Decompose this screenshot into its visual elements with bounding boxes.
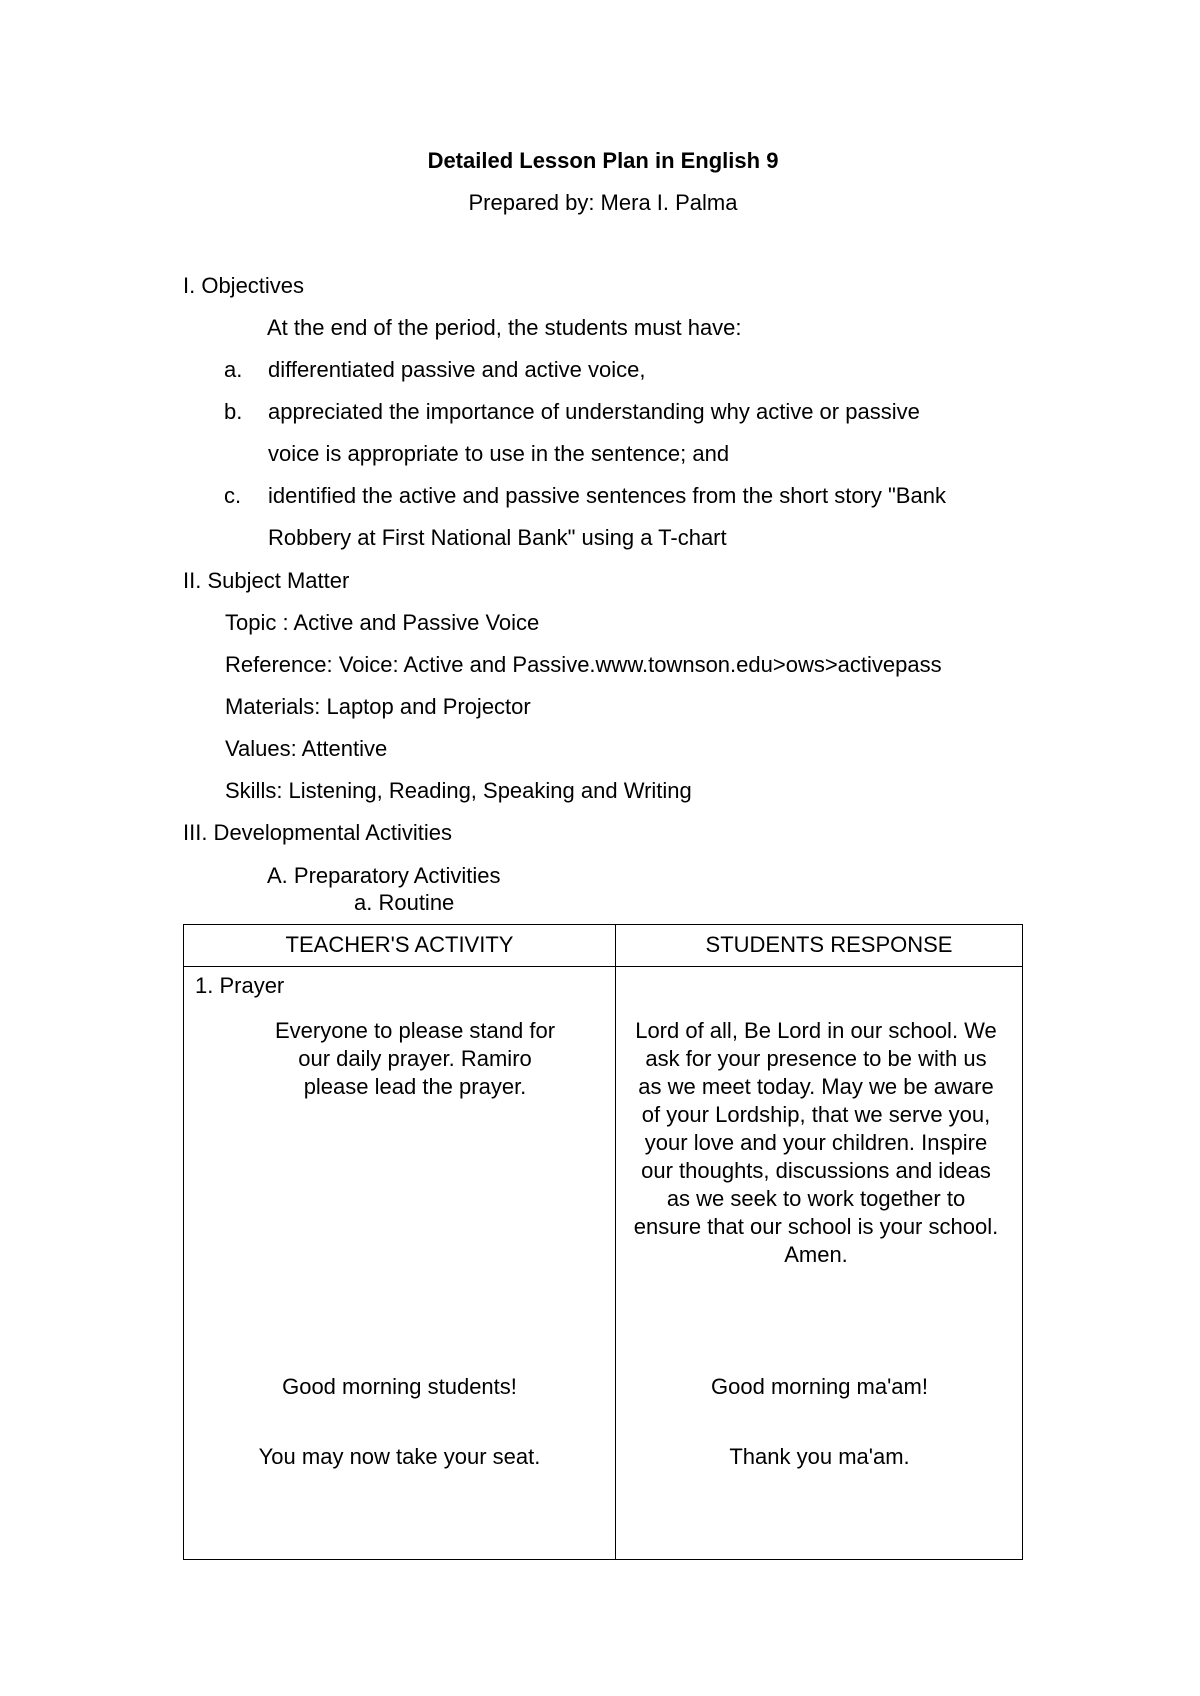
objectives-heading: I. Objectives <box>183 273 305 298</box>
subject-reference: Reference: Voice: Active and Passive.www.townson.edu>ows>activepass <box>225 652 942 677</box>
activity-table <box>183 924 1023 1560</box>
objective-a-line-1: differentiated passive and active voice, <box>268 357 646 382</box>
author-line: Prepared by: Mera I. Palma <box>468 190 738 215</box>
objective-b-line-2: voice is appropriate to use in the sentence; and <box>268 441 730 466</box>
subject-matter-heading: II. Subject Matter <box>183 568 350 593</box>
prayer-label: 1. Prayer <box>195 973 285 998</box>
objective-c-line-2: Robbery at First National Bank" using a T-chart <box>268 525 727 550</box>
objective-marker-b: b. <box>224 399 243 424</box>
objective-marker-c: c. <box>224 483 242 508</box>
page-title: Detailed Lesson Plan in English 9 <box>427 148 779 173</box>
student-thanks: Thank you ma'am. <box>729 1444 910 1469</box>
student-prayer-text: Lord of all, Be Lord in our school. We ask for your presence to be with us as we meet today. May we be aware of your Lordship, that we serve you, your love and your children. Inspire our thoughts, discussions and ideas as we seek to work together to ensure that our school is your school. Amen. <box>633 1018 999 1267</box>
header-student: STUDENTS RESPONSE <box>705 932 953 957</box>
subject-values: Values: Attentive <box>225 736 388 761</box>
teacher-seat-instruction: You may now take your seat. <box>258 1444 541 1469</box>
objective-b-line-1: appreciated the importance of understanding why active or passive <box>268 399 920 424</box>
header-divider <box>184 966 1022 967</box>
developmental-heading: III. Developmental Activities <box>183 820 453 845</box>
subject-topic: Topic : Active and Passive Voice <box>225 610 540 635</box>
preparatory-heading: A. Preparatory Activities <box>267 863 501 888</box>
routine-heading: a. Routine <box>354 890 455 915</box>
subject-materials: Materials: Laptop and Projector <box>225 694 531 719</box>
teacher-prayer-instruction: Everyone to please stand for our daily prayer. Ramiro please lead the prayer. <box>274 1018 556 1099</box>
objectives-intro: At the end of the period, the students must have: <box>267 315 742 340</box>
teacher-greeting: Good morning students! <box>282 1374 517 1399</box>
objective-c-line-1: identified the active and passive sentences from the short story "Bank <box>268 483 946 508</box>
subject-skills: Skills: Listening, Reading, Speaking and Writing <box>225 778 692 803</box>
objective-marker-a: a. <box>224 357 243 382</box>
student-greeting: Good morning ma'am! <box>711 1374 928 1399</box>
header-teacher: TEACHER'S ACTIVITY <box>285 932 514 957</box>
